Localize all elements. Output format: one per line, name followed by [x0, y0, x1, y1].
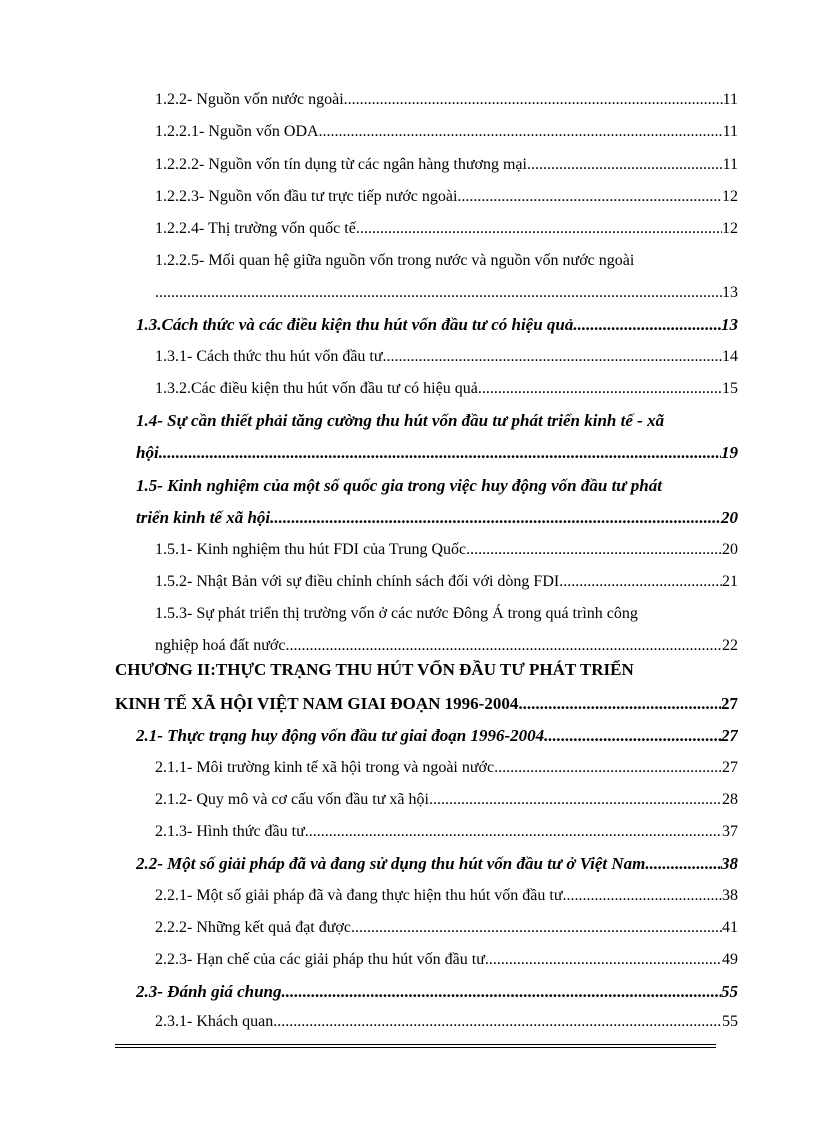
- dot-leader: [559, 572, 722, 592]
- dot-leader: [285, 636, 722, 656]
- dot-leader: [523, 694, 721, 714]
- toc-entry[interactable]: 1.2.2- Nguồn vốn nước ngoài ..... 11: [155, 90, 738, 110]
- toc-section-line1[interactable]: 1.4- Sự cần thiết phải tăng cường thu hút vốn đầu tư phát triển kinh tế - xã: [136, 411, 665, 430]
- dot-leader: [645, 854, 721, 874]
- toc-section[interactable]: 2.2- Một số giải pháp đã và đang sử dụng thu hút vốn đầu tư ở Việt Nam ..... 38: [136, 854, 738, 874]
- dot-leader: [270, 508, 721, 528]
- dot-leader: [478, 379, 722, 399]
- dot-leader: [159, 443, 721, 463]
- dot-leader: [429, 790, 722, 810]
- toc-entry[interactable]: 1.5.1- Kinh nghiệm thu hút FDI của Trung Quốc ..... 20: [155, 540, 738, 560]
- toc-entry-line1[interactable]: 1.5.3- Sự phát triển thị trường vốn ở các nước Đông Á trong quá trình công: [155, 605, 638, 622]
- toc-entry[interactable]: 2.2.3- Hạn chế của các giải pháp thu hút vốn đầu tư ..... 49: [155, 950, 738, 970]
- dot-leader: [544, 726, 721, 746]
- toc-section[interactable]: 2.3- Đánh giá chung ..... 55: [136, 982, 738, 1002]
- toc-entry-line2[interactable]: ..... 13: [155, 283, 738, 303]
- dot-leader: [273, 1012, 722, 1032]
- dot-leader: [383, 347, 722, 367]
- dot-leader: [485, 950, 722, 970]
- toc-entry[interactable]: 2.1.2- Quy mô và cơ cấu vốn đầu tư xã hội ..... 28: [155, 790, 738, 810]
- dot-leader: [356, 219, 722, 239]
- dot-leader: [527, 155, 723, 175]
- dot-leader: [563, 886, 723, 906]
- toc-entry[interactable]: 2.2.2- Những kết quả đạt được ..... 41: [155, 918, 738, 938]
- dot-leader: [457, 187, 722, 207]
- toc-section-line2[interactable]: hội ..... 19: [136, 443, 738, 463]
- toc-entry[interactable]: 2.1.3- Hình thức đầu tư ..... 37: [155, 822, 738, 842]
- toc-entry[interactable]: 1.2.2.4- Thị trường vốn quốc tế ..... 12: [155, 219, 738, 239]
- toc-entry[interactable]: 1.2.2.2- Nguồn vốn tín dụng từ các ngân hàng thương mại ..... 11: [155, 155, 738, 175]
- toc-entry[interactable]: 2.1.1- Môi trường kinh tế xã hội trong và ngoài nước ..... 27: [155, 758, 738, 778]
- dot-leader: [155, 283, 722, 303]
- dot-leader: [305, 822, 722, 842]
- dot-leader: [281, 982, 721, 1002]
- dot-leader: [319, 122, 723, 142]
- toc-entry[interactable]: 1.3.1- Cách thức thu hút vốn đầu tư ..... 14: [155, 347, 738, 367]
- toc-entry[interactable]: 1.5.2- Nhật Bản với sự điều chỉnh chính sách đối với dòng FDI ..... 21: [155, 572, 738, 592]
- footer-rule: [115, 1047, 716, 1048]
- toc-section[interactable]: 1.3.Cách thức và các điều kiện thu hút vốn đầu tư có hiệu quả ..... 13: [136, 315, 738, 335]
- dot-leader: [494, 758, 722, 778]
- toc-entry-line1[interactable]: 1.2.2.5- Mối quan hệ giữa nguồn vốn trong nước và nguồn vốn nước ngoài: [155, 252, 635, 269]
- chapter-heading-line2[interactable]: KINH TẾ XÃ HỘI VIỆT NAM GIAI ĐOẠN 1996-2004. ..... 27: [115, 694, 738, 714]
- toc-entry[interactable]: 2.2.1- Một số giải pháp đã và đang thực hiện thu hút vốn đầu tư ..... 38: [155, 886, 738, 906]
- toc-entry[interactable]: 1.2.2.3- Nguồn vốn đầu tư trực tiếp nước ngoài ..... 12: [155, 187, 738, 207]
- footer-rule: [115, 1044, 716, 1045]
- toc-entry[interactable]: 1.2.2.1- Nguồn vốn ODA ..... 11: [155, 122, 738, 142]
- dot-leader: [573, 315, 721, 335]
- toc-entry[interactable]: 1.3.2.Các điều kiện thu hút vốn đầu tư có hiệu quả ..... 15: [155, 379, 738, 399]
- toc-entry-line2[interactable]: nghiệp hoá đất nước ..... 22: [155, 636, 738, 656]
- dot-leader: [344, 90, 723, 110]
- dot-leader: [351, 918, 722, 938]
- toc-section[interactable]: 2.1- Thực trạng huy động vốn đầu tư giai đoạn 1996-2004 ..... 27: [136, 726, 738, 746]
- toc-section-line2[interactable]: triển kinh tế xã hội ..... 20: [136, 508, 738, 528]
- chapter-heading-line1[interactable]: CHƯƠNG II:THỰC TRẠNG THU HÚT VỐN ĐẦU TƯ PHÁT TRIỂN: [115, 660, 634, 679]
- toc-section-line1[interactable]: 1.5- Kinh nghiệm của một số quốc gia trong việc huy động vốn đầu tư phát: [136, 476, 662, 495]
- toc-entry[interactable]: 2.3.1- Khách quan ..... 55: [155, 1012, 738, 1032]
- dot-leader: [466, 540, 722, 560]
